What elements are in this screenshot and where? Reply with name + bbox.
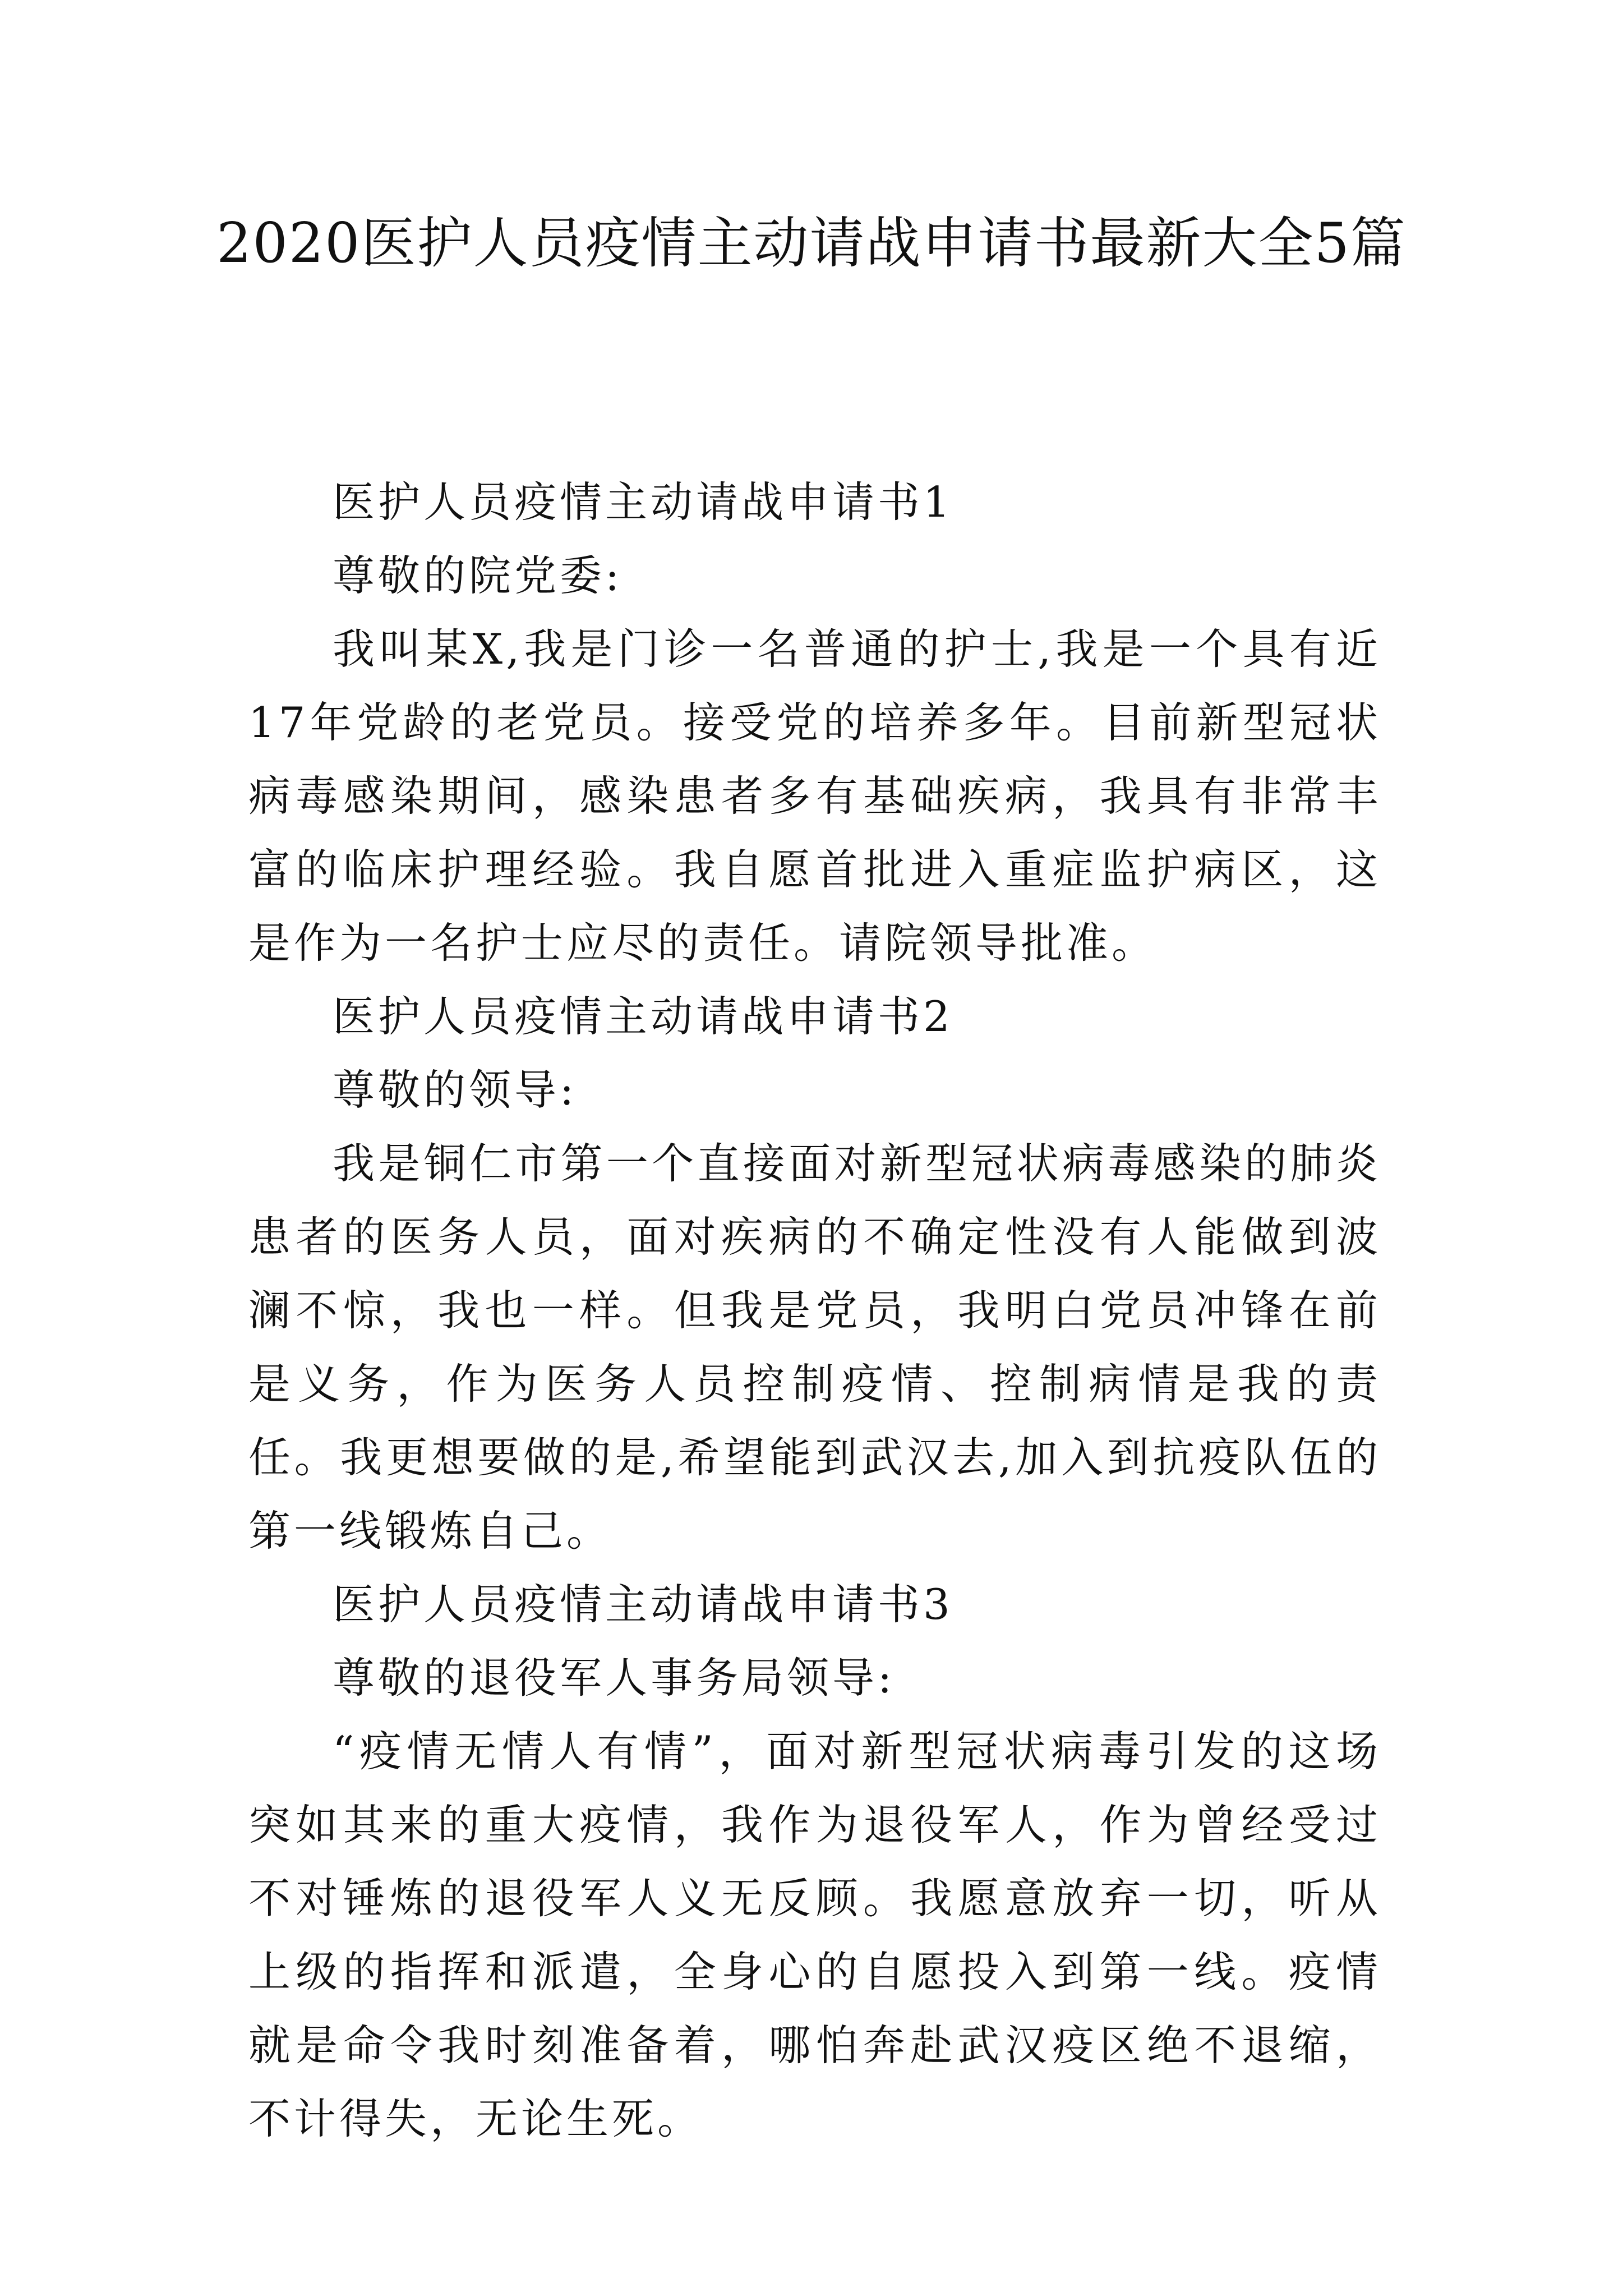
letter-heading-1: 医护人员疫情主动请战申请书1 bbox=[333, 477, 953, 527]
body-paragraph-2: 我是铜仁市第一个直接面对新型冠状病毒感染的肺炎患者的医务人员，面对疾病的不确定性没有人能做到波澜不惊，我也一样。但我是党员，我明白党员冲锋在前是义务，作为医务人员控制疫情、控制病情是我的责任。我更想要做的是,希望能到武汉去,加入到抗疫队伍的第一线锻炼自己。 bbox=[248, 1139, 1381, 1556]
salutation-1: 尊敬的院党委: bbox=[333, 551, 623, 600]
document-body bbox=[248, 466, 1381, 2156]
salutation-3: 尊敬的退役军人事务局领导: bbox=[333, 1653, 896, 1703]
body-paragraph-3: “疫情无情人有情”，面对新型冠状病毒引发的这场突如其来的重大疫情，我作为退役军人，作为曾经受过不对锤炼的退役军人义无反顾。我愿意放弃一切，听从上级的指挥和派遣，全身心的自愿投入到第一线。疫情就是命令我时刻准备着，哪怕奔赴武汉疫区绝不退缩，不计得失，无论生死。 bbox=[248, 1727, 1381, 2143]
body-paragraph-1: 我叫某X,我是门诊一名普通的护士,我是一个具有近17年党龄的老党员。接受党的培养多年。目前新型冠状病毒感染期间，感染患者多有基础疾病，我具有非常丰富的临床护理经验。我自愿首批进入重症监护病区，这是作为一名护士应尽的责任。请院领导批准。 bbox=[248, 624, 1381, 968]
document-title: 2020医护人员疫情主动请战申请书最新大全5篇 bbox=[216, 211, 1407, 275]
letter-heading-2: 医护人员疫情主动请战申请书2 bbox=[333, 992, 953, 1041]
salutation-2: 尊敬的领导: bbox=[333, 1065, 578, 1115]
letter-heading-3: 医护人员疫情主动请战申请书3 bbox=[333, 1580, 953, 1629]
